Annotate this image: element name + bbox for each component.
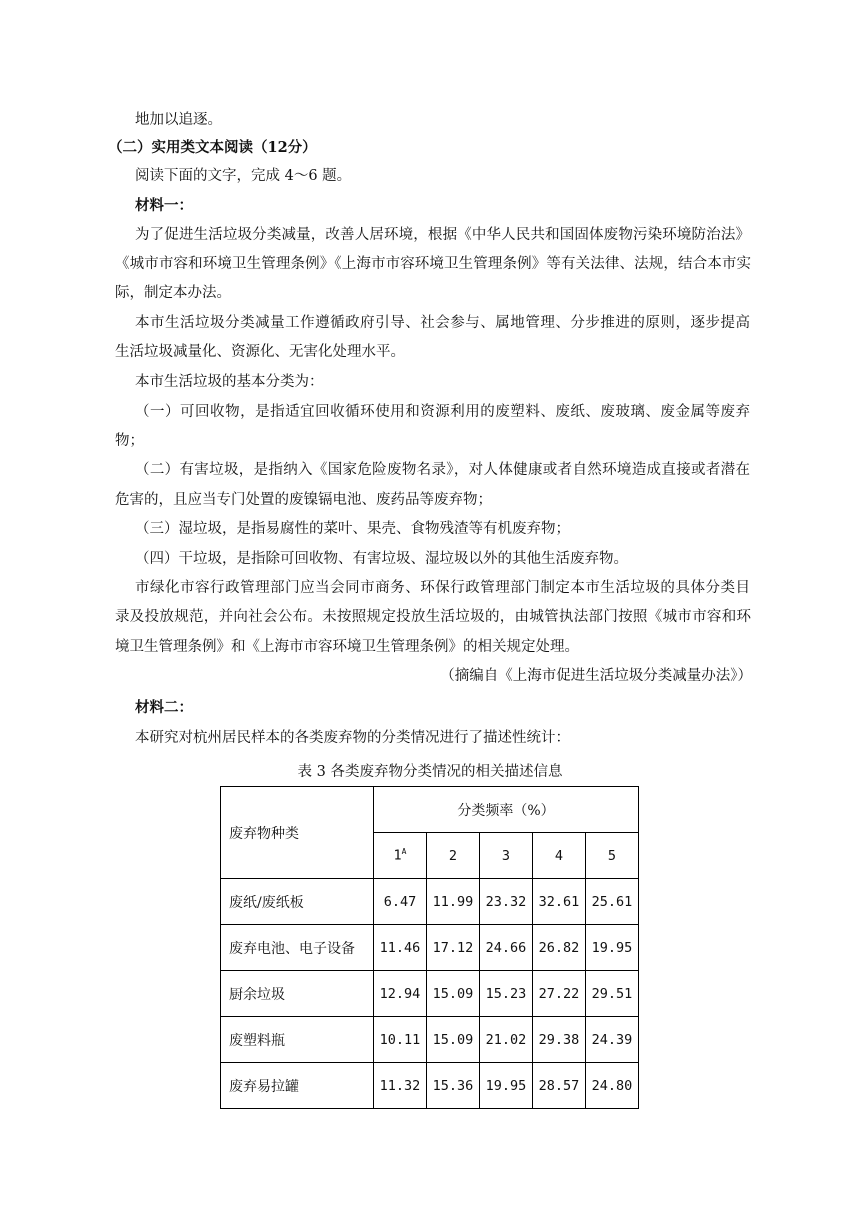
column-header: 4 [533, 833, 586, 879]
table-row [221, 925, 639, 971]
material1-title: 材料一： [135, 197, 193, 214]
cell: 10.11 [374, 1017, 427, 1063]
text-line: 境卫生管理条例》和《上海市市容环境卫生管理条例》的相关规定处理。 [115, 639, 579, 655]
cell: 32.61 [533, 879, 586, 925]
cell: 12.94 [374, 971, 427, 1017]
text-line: 地加以追逐。 [135, 112, 222, 128]
column-header: 5 [586, 833, 639, 879]
cell: 11.46 [374, 925, 427, 971]
material2-title: 材料二： [135, 699, 193, 716]
cell: 11.99 [427, 879, 480, 925]
row-name: 废弃易拉罐 [221, 1063, 374, 1109]
cell: 28.57 [533, 1063, 586, 1109]
text-line: （四）干垃圾，是指除可回收物、有害垃圾、湿垃圾以外的其他生活废弃物。 [135, 551, 628, 567]
source-citation: （摘编自《上海市促进生活垃圾分类减量办法》） [440, 668, 752, 684]
text-line: 生活垃圾减量化、资源化、无害化处理水平。 [115, 344, 405, 360]
column-header: $1^A$ [374, 833, 427, 879]
cell: 29.51 [586, 971, 639, 1017]
header-group: 分类频率（%） [374, 787, 639, 833]
text-line: 物； [115, 433, 144, 449]
instruction: 阅读下面的文字，完成 4～6 题。 [135, 168, 352, 184]
cell: 6.47 [374, 879, 427, 925]
cell: 24.80 [586, 1063, 639, 1109]
cell: 11.32 [374, 1063, 427, 1109]
row-name: 废塑料瓶 [221, 1017, 374, 1063]
text-line: 际，制定本办法。 [115, 285, 231, 301]
table-row [221, 1063, 639, 1109]
text-line: （三）湿垃圾，是指易腐性的菜叶、果壳、食物残渣等有机废弃物； [135, 521, 570, 537]
row-name: 厨余垃圾 [221, 971, 374, 1017]
cell: 15.09 [427, 1017, 480, 1063]
text-line: （二）有害垃圾，是指纳入《国家危险废物名录》，对人体健康或者自然环境造成直接或者潜在 [135, 462, 750, 478]
cell: 24.39 [586, 1017, 639, 1063]
section-title: （二）实用类文本阅读（12分） [108, 139, 317, 156]
cell: 15.09 [427, 971, 480, 1017]
cell: 29.38 [533, 1017, 586, 1063]
header-name: 废弃物种类 [221, 787, 374, 879]
text-line: （一）可回收物，是指适宜回收循环使用和资源利用的废塑料、废纸、废玻璃、废金属等废弃 [135, 404, 750, 420]
row-name: 废弃电池、电子设备 [221, 925, 374, 971]
cell: 15.23 [480, 971, 533, 1017]
cell: 26.82 [533, 925, 586, 971]
text-line: 录及投放规范，并向社会公布。未按照规定投放生活垃圾的，由城管执法部门按照《城市市容和环 [115, 609, 751, 625]
cell: 19.95 [586, 925, 639, 971]
text-line: 为了促进生活垃圾分类减量，改善人居环境，根据《中华人民共和国固体废物污染环境防治法》 [135, 227, 750, 243]
cell: 19.95 [480, 1063, 533, 1109]
column-header: 3 [480, 833, 533, 879]
cell: 25.61 [586, 879, 639, 925]
cell: 17.12 [427, 925, 480, 971]
cell: 23.32 [480, 879, 533, 925]
table-caption: 表 3 各类废弃物分类情况的相关描述信息 [297, 764, 563, 780]
data-table [220, 786, 639, 1109]
text-line: 本研究对杭州居民样本的各类废弃物的分类情况进行了描述性统计： [135, 730, 570, 746]
text-line: 本市生活垃圾分类减量工作遵循政府引导、社会参与、属地管理、分步推进的原则，逐步提高 [135, 315, 750, 331]
row-name: 废纸/废纸板 [221, 879, 374, 925]
text-line: 市绿化市容行政管理部门应当会同市商务、环保行政管理部门制定本市生活垃圾的具体分类目 [135, 580, 750, 596]
column-header: 2 [427, 833, 480, 879]
text-line: 《城市市容和环境卫生管理条例》《上海市市容环境卫生管理条例》等有关法律、法规，结合本市实 [115, 256, 751, 272]
table-row [221, 971, 639, 1017]
cell: 21.02 [480, 1017, 533, 1063]
cell: 24.66 [480, 925, 533, 971]
text-line: 危害的，且应当专门处置的废镍镉电池、废药品等废弃物； [115, 492, 492, 508]
cell: 27.22 [533, 971, 586, 1017]
table-row [221, 879, 639, 925]
table-row [221, 1017, 639, 1063]
text-line: 本市生活垃圾的基本分类为： [135, 374, 324, 390]
cell: 15.36 [427, 1063, 480, 1109]
